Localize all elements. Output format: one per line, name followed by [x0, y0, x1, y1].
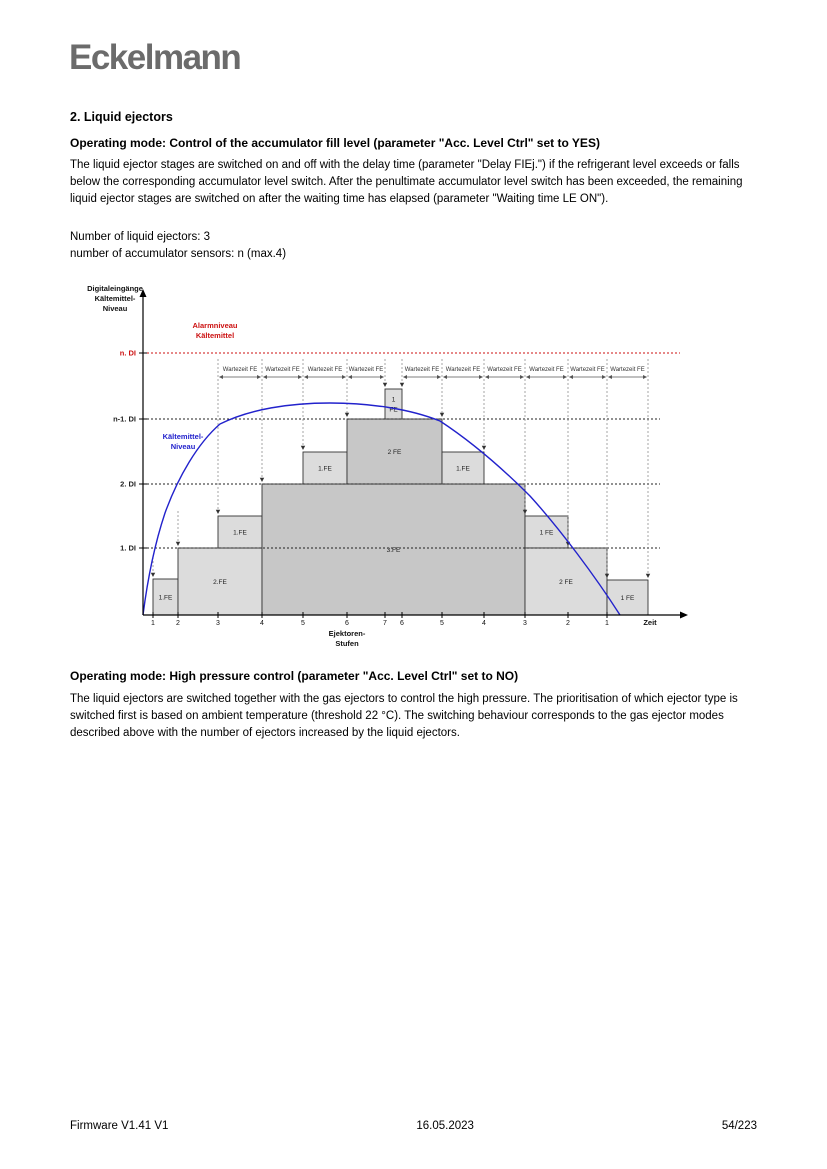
svg-text:1.FE: 1.FE — [233, 529, 247, 537]
svg-text:Wartezeit FE: Wartezeit FE — [445, 367, 481, 373]
svg-text:DigitaleingängeKältemittel-Niv: Digitaleingänge Kältemittel-Niveau — [87, 284, 143, 313]
svg-text:1 FE: 1 FE — [620, 594, 635, 602]
chapter-title: 2. Liquid ejectors — [70, 110, 173, 124]
liquid-ejector-count: Number of liquid ejectors: 3 — [70, 231, 210, 243]
svg-text:Wartezeit FE: Wartezeit FE — [610, 367, 645, 373]
svg-text:1 FE: 1 FE — [539, 529, 554, 537]
svg-text:2 FE: 2 FE — [559, 578, 573, 586]
svg-text:Wartezeit FE: Wartezeit FE — [529, 367, 564, 373]
svg-text:5: 5 — [301, 620, 305, 627]
svg-text:5: 5 — [440, 620, 444, 627]
svg-text:Wartezeit FE: Wartezeit FE — [348, 367, 384, 373]
svg-text:Wartezeit FE: Wartezeit FE — [487, 367, 522, 373]
svg-text:2.FE: 2.FE — [213, 578, 227, 586]
section1-counts — [70, 229, 764, 263]
svg-text:Wartezeit FE: Wartezeit FE — [222, 367, 258, 373]
svg-text:2: 2 — [566, 620, 570, 627]
svg-text:4: 4 — [482, 620, 486, 627]
ejector-stage-block — [385, 389, 402, 419]
svg-text:3: 3 — [523, 620, 527, 627]
footer-date: 16.05.2023 — [416, 1120, 474, 1132]
ejector-stage-diagram — [80, 281, 700, 666]
svg-text:2 FE: 2 FE — [387, 448, 402, 456]
section1-heading: Operating mode: Control of the accumulator fill level (parameter "Acc. Level Ctrl" set to YES) — [70, 136, 600, 150]
section2-body: The liquid ejectors are switched together with the gas ejectors to control the high pressure. The prioritisation of which ejector type is switched first is based on ambient temperature (threshold 22 °C). The switching behaviour corresponds to the gas ejector modes described above with the number of ejectors increased by the liquid ejectors. — [70, 693, 738, 739]
section2-heading: Operating mode: High pressure control (parameter "Acc. Level Ctrl" set to NO) — [70, 669, 519, 683]
svg-text:Zeit: Zeit — [643, 618, 657, 627]
svg-text:2: 2 — [176, 620, 180, 627]
svg-text:3.FE: 3.FE — [386, 546, 401, 554]
svg-text:1.FE: 1.FE — [456, 465, 470, 473]
svg-text:n-1. DI: n-1. DI — [113, 414, 136, 424]
svg-text:1.FE: 1.FE — [158, 594, 173, 602]
footer-firmware-version: Firmware V1.41 V1 — [70, 1120, 169, 1132]
footer-page-number: 54/223 — [721, 1120, 757, 1132]
svg-text:1FE: 1 FE — [389, 396, 398, 414]
ejector-stage-diagram-svg — [80, 281, 700, 666]
svg-text:7: 7 — [383, 620, 387, 627]
eckelmann-logo: Eckelmann — [69, 38, 241, 77]
svg-text:6: 6 — [345, 620, 349, 627]
svg-text:4: 4 — [260, 620, 264, 627]
accumulator-sensor-count: number of accumulator sensors: n (max.4) — [70, 248, 287, 260]
svg-text:6: 6 — [400, 620, 404, 627]
svg-text:n. DI: n. DI — [119, 348, 136, 358]
svg-text:AlarmniveauKältemittel: Alarmniveau Kältemittel — [192, 321, 238, 340]
svg-text:Kältemittel-Niveau: Kältemittel-Niveau — [162, 432, 204, 451]
svg-text:Wartezeit FE: Wartezeit FE — [265, 367, 300, 373]
svg-text:1: 1 — [605, 620, 609, 627]
page-footer — [70, 1120, 757, 1132]
svg-text:2. DI: 2. DI — [120, 479, 136, 489]
svg-text:Wartezeit FE: Wartezeit FE — [570, 367, 605, 373]
diagram-wait-band — [219, 367, 647, 379]
section1-body: The liquid ejector stages are switched on and off with the delay time (parameter "Delay FIEj.") if the refrigerant level exceeds or falls below the corresponding accumulator level switch. After the penultimate accumulator level switch has been exceeded, the remaining liquid ejector stages are switched on after the waiting time has elapsed (parameter "Waiting time LE ON"). — [70, 159, 743, 205]
svg-text:Wartezeit FE: Wartezeit FE — [404, 367, 440, 373]
svg-text:1: 1 — [151, 620, 155, 627]
svg-text:1. DI: 1. DI — [120, 543, 136, 553]
svg-text:1.FE: 1.FE — [318, 465, 332, 473]
svg-text:Ejektoren-Stufen: Ejektoren-Stufen — [328, 629, 366, 648]
svg-text:3: 3 — [216, 620, 220, 627]
diagram-blocks — [153, 389, 648, 615]
svg-text:Wartezeit FE: Wartezeit FE — [307, 367, 343, 373]
